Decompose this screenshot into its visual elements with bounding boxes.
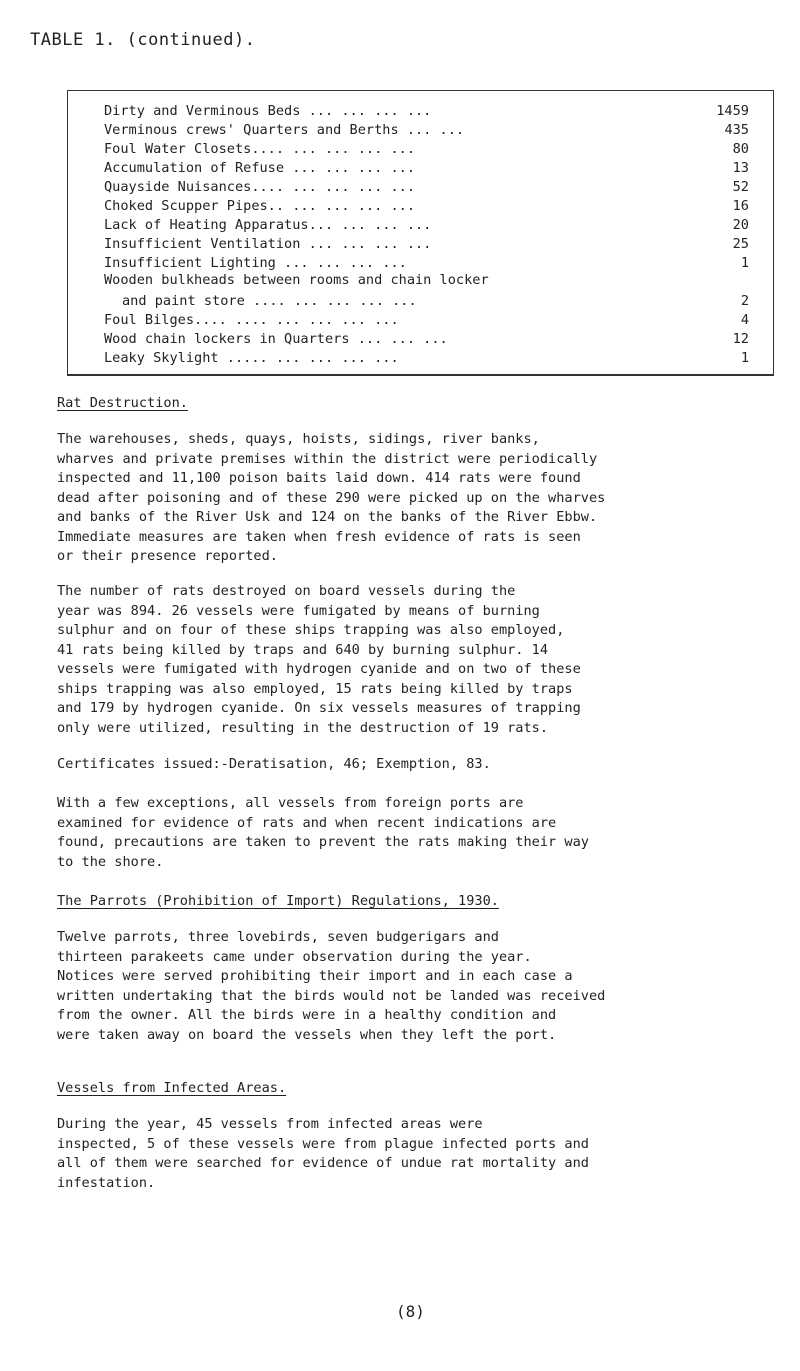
- row-label: Choked Scupper Pipes.. ... ... ... ...: [104, 198, 415, 214]
- row-value: 13: [732, 160, 749, 176]
- row-label: Verminous crews' Quarters and Berths ... ...: [104, 122, 465, 138]
- parrots-heading: The Parrots (Prohibition of Import) Regulations, 1930.: [57, 893, 499, 909]
- table-row: [104, 255, 749, 271]
- table-row: [104, 236, 749, 252]
- row-label: Foul Bilges.... .... ... ... ... ...: [104, 312, 399, 328]
- row-value: 435: [724, 122, 749, 138]
- row-value: 25: [732, 236, 749, 252]
- row-value: 1: [740, 255, 749, 271]
- row-value: 80: [732, 141, 749, 157]
- rat-destruction-paragraph-2: The number of rats destroyed on board vessels during the year was 894. 26 vessels were fumigated by means of burning sulphur and on four of these ships trapping was also employed, 41 rats being killed by traps and 640 by burning sulphur. 14 vessels were fumigated with hydrogen cyanide and on two of these ships trapping was also employed, 15 rats being killed by traps and 179 by hydrogen cyanide. On six vessels measures of trapping only were utilized, resulting in the destruction of 19 rats.: [57, 583, 581, 736]
- row-label: Accumulation of Refuse ... ... ... ...: [104, 160, 415, 176]
- row-value: 20: [732, 217, 749, 233]
- table-row: [104, 160, 749, 176]
- row-value: 1459: [716, 103, 749, 119]
- table-row: [104, 312, 749, 328]
- page-number: (8): [396, 1302, 425, 1321]
- table-row: [104, 217, 749, 233]
- row-label: and paint store .... ... ... ... ...: [122, 293, 417, 309]
- row-label: Leaky Skylight ..... ... ... ... ...: [104, 350, 399, 366]
- table-row: [104, 122, 749, 138]
- certificates-paragraph: Certificates issued:-Deratisation, 46; Exemption, 83.: [57, 756, 491, 772]
- row-value: 12: [732, 331, 749, 347]
- rat-destruction-heading: Rat Destruction.: [57, 395, 188, 411]
- row-label: Wood chain lockers in Quarters ... ... ...: [104, 331, 448, 347]
- row-label: Lack of Heating Apparatus... ... ... ...: [104, 217, 432, 233]
- nuisances-table: [67, 90, 774, 376]
- infected-areas-paragraph: During the year, 45 vessels from infected areas were inspected, 5 of these vessels were from plague infected ports and all of them were searched for evidence of undue rat mortality and infestation.: [57, 1116, 589, 1191]
- row-value: 4: [740, 312, 749, 328]
- rat-destruction-paragraph-1: The warehouses, sheds, quays, hoists, sidings, river banks, wharves and private premises within the district were periodically inspected and 11,100 poison baits laid down. 414 rats were found dead after poisoning and of these 290 were picked up on the wharves and banks of the River Usk and 124 on the banks of the River Ebbw. Immediate measures are taken when fresh evidence of rats is seen or their presence reported.: [57, 431, 606, 564]
- row-value: 52: [732, 179, 749, 195]
- row-label: Dirty and Verminous Beds ... ... ... ...: [104, 103, 432, 119]
- rat-destruction-paragraph-4: With a few exceptions, all vessels from foreign ports are examined for evidence of rats and when recent indications are found, precautions are taken to prevent the rats making their way to the shore.: [57, 795, 589, 870]
- table-title: TABLE 1. (continued).: [30, 30, 256, 50]
- infected-areas-heading: Vessels from Infected Areas.: [57, 1080, 287, 1096]
- row-label: Wooden bulkheads between rooms and chain locker: [104, 272, 489, 288]
- table-row: [104, 331, 749, 347]
- row-label: Foul Water Closets.... ... ... ... ...: [104, 141, 415, 157]
- table-row: [104, 141, 749, 157]
- row-label: Insufficient Lighting ... ... ... ...: [104, 255, 407, 271]
- table-row: [104, 272, 749, 288]
- row-label: Insufficient Ventilation ... ... ... ...: [104, 236, 432, 252]
- row-value: 1: [740, 350, 749, 366]
- row-value: 16: [732, 198, 749, 214]
- table-row: [104, 293, 749, 309]
- row-label: Quayside Nuisances.... ... ... ... ...: [104, 179, 415, 195]
- table-row: [104, 179, 749, 195]
- table-row: [104, 198, 749, 214]
- row-value: 2: [740, 293, 749, 309]
- table-row: [104, 350, 749, 366]
- table-row: [104, 103, 749, 119]
- parrots-paragraph: Twelve parrots, three lovebirds, seven budgerigars and thirteen parakeets came under observation during the year. Notices were served prohibiting their import and in each case a written undertaking that the birds would not be landed was received from the owner. All the birds were in a healthy condition and were taken away on board the vessels when they left the port.: [57, 929, 606, 1043]
